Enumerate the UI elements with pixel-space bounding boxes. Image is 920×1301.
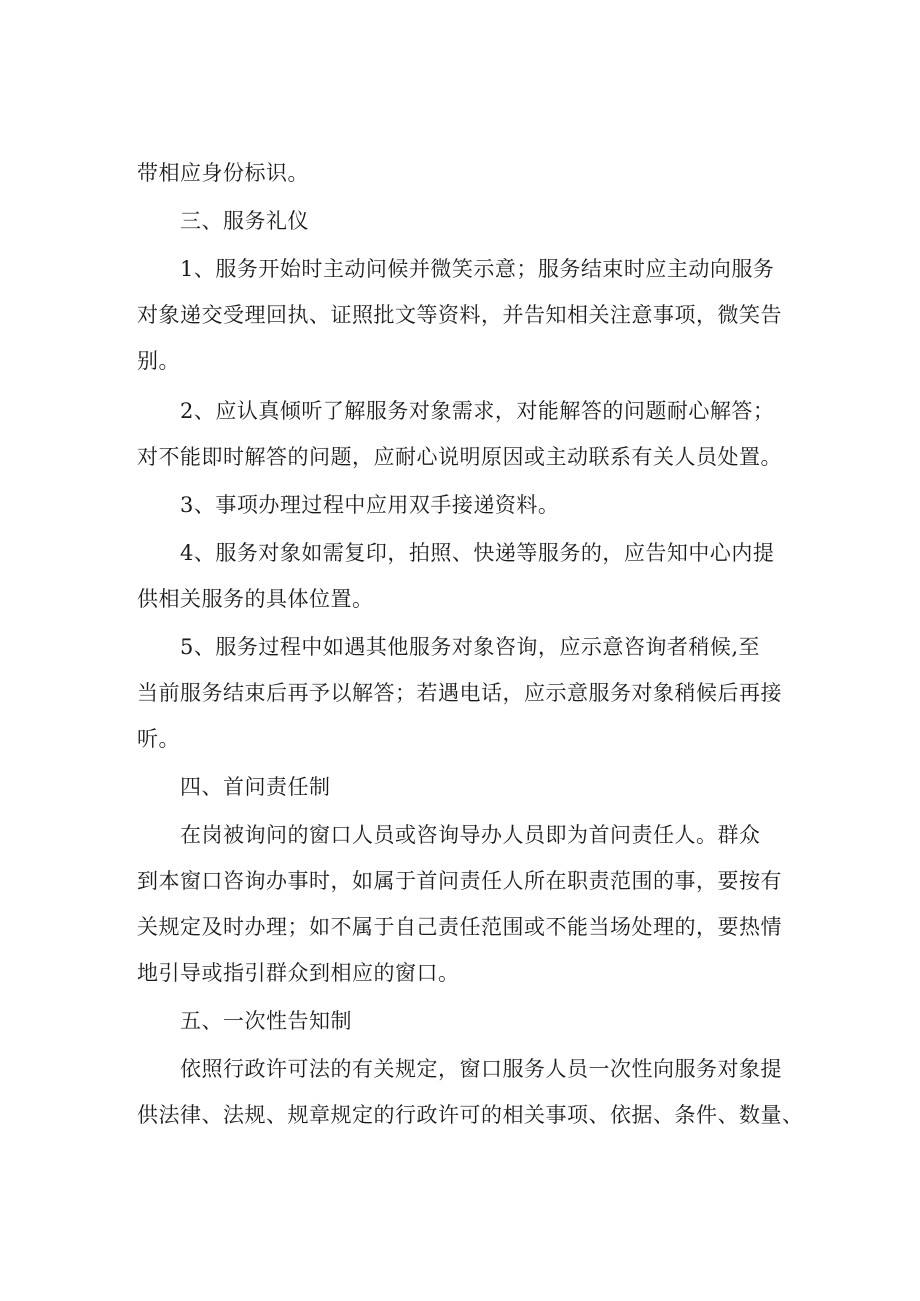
- body-text-line: 2、应认真倾听了解服务对象需求，对能解答的问题耐心解答；: [180, 399, 775, 423]
- body-text-line: 地引导或指引群众到相应的窗口。: [137, 961, 460, 985]
- section-heading: 三、服务礼仪: [180, 209, 309, 233]
- body-text-line: 对象递交受理回执、证照批文等资料，并告知相关注意事项，微笑告: [137, 303, 782, 327]
- body-text-line: 4、服务对象如需复印，拍照、快递等服务的，应告知中心内提: [180, 541, 775, 565]
- body-text-line: 别。: [137, 349, 180, 373]
- body-text-line: 3、事项办理过程中应用双手接递资料。: [180, 493, 560, 517]
- body-text-line: 在岗被询问的窗口人员或咨询导办人员即为首问责任人。群众: [180, 823, 761, 847]
- body-text-line: 依照行政许可法的有关规定，窗口服务人员一次性向服务对象提: [180, 1057, 782, 1081]
- body-text-line: 供相关服务的具体位置。: [137, 587, 374, 611]
- body-text-line: 听。: [137, 727, 180, 751]
- body-text-line: 当前服务结束后再予以解答；若遇电话，应示意服务对象稍候后再接: [137, 681, 782, 705]
- body-text-line: 带相应身份标识。: [137, 161, 309, 185]
- body-text-line: 1、服务开始时主动问候并微笑示意；服务结束时应主动向服务: [180, 257, 775, 281]
- section-heading: 五、一次性告知制: [180, 1009, 352, 1033]
- body-text-line: 5、服务过程中如遇其他服务对象咨询，应示意咨询者稍候,至: [180, 635, 761, 659]
- body-text-line: 对不能即时解答的问题，应耐心说明原因或主动联系有关人员处置。: [137, 445, 782, 469]
- body-text-line: 到本窗口咨询办事时，如属于首问责任人所在职责范围的事，要按有: [137, 869, 782, 893]
- body-text-line: 供法律、法规、规章规定的行政许可的相关事项、依据、条件、数量、: [137, 1103, 804, 1127]
- section-heading: 四、首问责任制: [180, 775, 331, 799]
- body-text-line: 关规定及时办理；如不属于自己责任范围或不能当场处理的，要热情: [137, 915, 782, 939]
